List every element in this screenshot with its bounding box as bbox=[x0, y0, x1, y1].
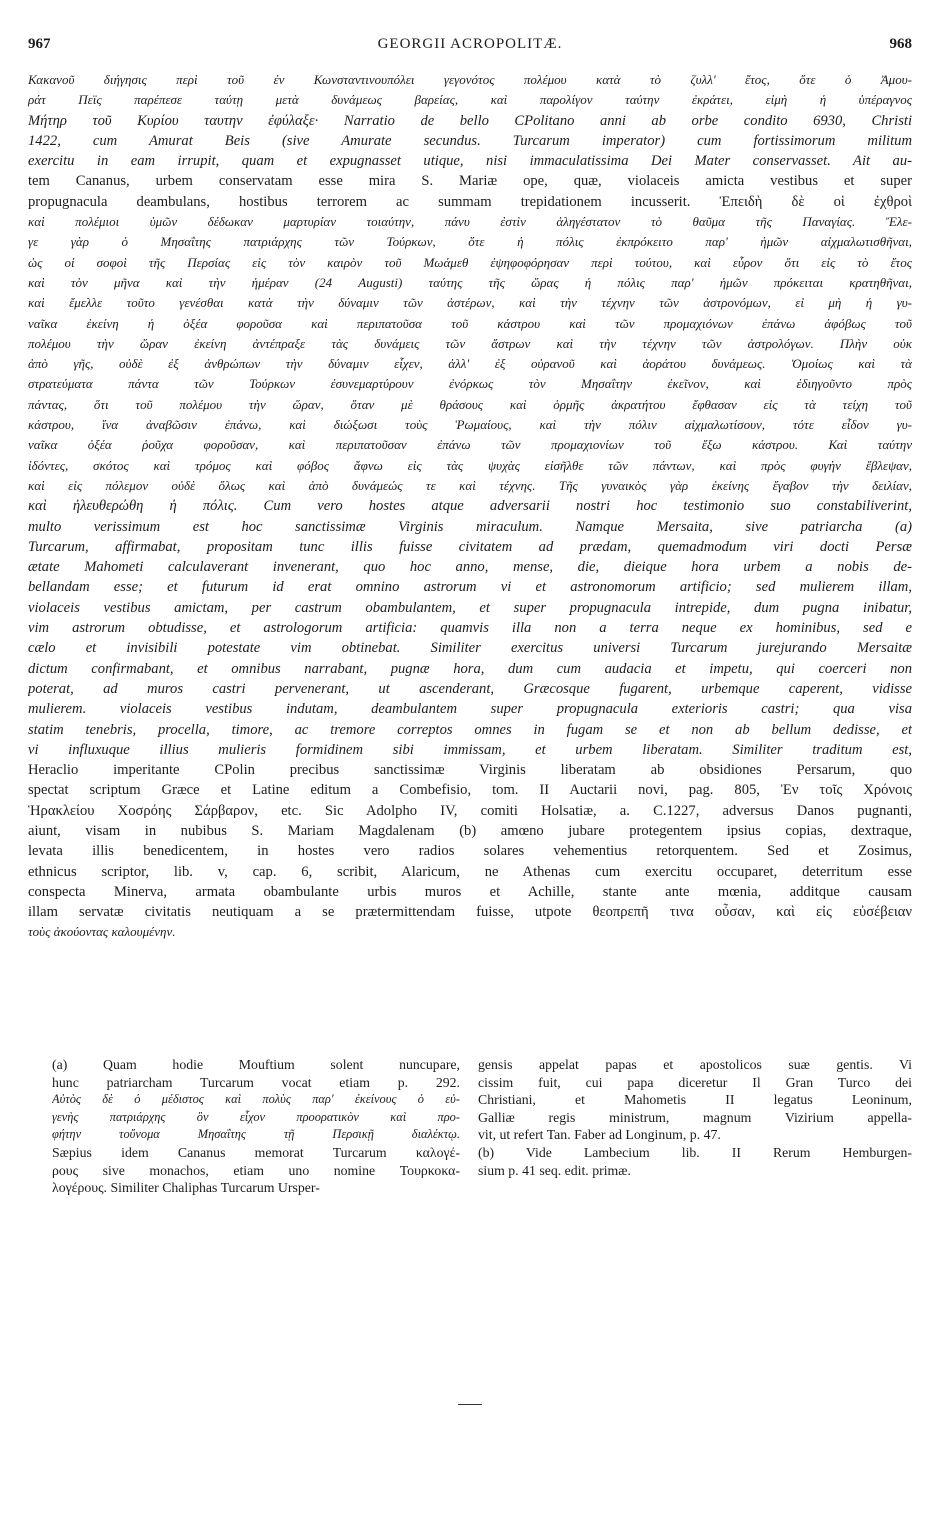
footnote-line: sium p. 41 seq. edit. primæ. bbox=[478, 1162, 631, 1178]
text-line: Turcarum, affirmabat, propositam tunc illis fuisse civitatem ad prædam, quemadmodum viri docti Persæ bbox=[28, 538, 912, 555]
text-line: ράτ Πεϊς παρέπεσε ταύτῃ μετὰ δυνάμεως βαρείας, καὶ παρολίγον ταύτην ἐκράτει, εἰμὴ ἡ ὑπέραγνος bbox=[28, 92, 912, 108]
text-line: Ἡρακλείου Χοσρόης Σάρβαρον, etc. Sic Adolpho IV, comiti Holsatiæ, a. C.1227, adversus Danos pugnanti, bbox=[28, 802, 912, 819]
text-line: στρατεύματα πάντα τῶν Τούρκων ἐσυνεμαρτύρουν ἐνόρκως τὸν Μησαΐτην ἐκεῖνον, καὶ ἐδιηγοῦντο πρὸς bbox=[28, 376, 912, 392]
footnote-line: φήτην τοὔνομα Μησαΐτης τῇ Περσικῇ διαλέκτῳ. bbox=[52, 1127, 460, 1142]
text-line: illam servatæ civitatis neutiquam a se prætermittendam fuisse, utpote θεοπρεπῆ τινα οὖσαν, καὶ εἰς εὐσέβειαν bbox=[28, 904, 912, 921]
footnote-line: Galliæ regis ministrum, magnum Vizirium appella- bbox=[478, 1109, 912, 1125]
main-text-block bbox=[28, 70, 912, 943]
running-header bbox=[28, 36, 912, 60]
footnote-line: (a) Quam hodie Mouftium solent nuncupare, bbox=[52, 1057, 460, 1072]
text-line: κάστρου, ἵνα ἀναβῶσιν ἐπάνω, καὶ διώξωσι τοὺς Ῥωμαίους, καὶ τὴν πόλιν αἰχμαλωτίσουν, τότε εἶδον γυ- bbox=[28, 417, 912, 433]
text-line: propugnacula deambulans, hostibus terrorem ac summam trepidationem incusserit. Ἐπειδὴ δὲ οἱ ἐχθροὶ bbox=[28, 193, 912, 210]
text-line: exercitu in eam irrupit, quam et expugnasset utique, nisi immaculatissima Dei Mater conservasset. Ait au- bbox=[28, 153, 912, 170]
footnotes-left-column bbox=[52, 1056, 460, 1197]
page-number-right: 968 bbox=[889, 36, 912, 52]
text-line: mulierem. violaceis vestibus indutam, deambulantem super propugnacula exterioris castri; qua visa bbox=[28, 701, 912, 718]
text-line: bellandam esse; et futurum id erat omnino astrorum vi et astronomorum artificio; sed mulierem illam, bbox=[28, 579, 912, 596]
footnote-line: gensis appelat papas et apostolicos suæ gentis. Vi bbox=[478, 1057, 912, 1072]
text-line: ναῖκα ἐκείνη ἡ ὀξέα φοροῦσα καὶ περιπατοῦσα τοῦ κάστρου καὶ τῶν προμαχιόνων ἐπάνω ἀφόβως τοῦ bbox=[28, 315, 912, 331]
text-line: vim astrorum obtudisse, et astrologorum artificia: quamvis illa non a terra neque ex hominibus, sed e bbox=[28, 620, 912, 637]
text-line: conspecta Minerva, armata obambulante urbis muros et Achille, stante ante mœnia, additque causam bbox=[28, 883, 912, 900]
text-line: vi influxuque illius mulieris formidinem sibi immissam, et urbem liberatam. Similiter traditum est, bbox=[28, 741, 912, 758]
text-line: tem Cananus, urbem conservatam esse mira S. Mariæ ope, quæ, violaceis amicta vestibus et super bbox=[28, 173, 912, 190]
page-number-left: 967 bbox=[28, 36, 51, 52]
text-line: Μήτηρ τοῦ Κυρίου ταυτην ἐφύλαξε· Narratio de bello CPolitano anni ab orbe condito 6930, Christi bbox=[28, 112, 912, 129]
text-line: τοὺς ἀκούοντας καλουμένην. bbox=[28, 924, 176, 940]
footnote-line: vit, ut refert Tan. Faber ad Longinum, p. 47. bbox=[478, 1127, 721, 1143]
text-line: cælo et invisibili potestate vim obtinebat. Similiter exercitus universi Turcarum jurejurando Mersaitæ bbox=[28, 640, 912, 657]
text-line: spectat scriptum Græce et Latine editum a Combefisio, tom. II Auctarii novi, pag. 805, Ἐν τοῖς Χρόνοις bbox=[28, 782, 912, 799]
running-title: GEORGII ACROPOLITÆ. bbox=[377, 36, 563, 52]
text-line: aiunt, visam in nubibus S. Mariam Magdalenam (b) amœno jubare protegentem ipsius copias, dextraque, bbox=[28, 822, 912, 839]
footnote-line: (b) Vide Lambecium lib. II Rerum Hemburgen- bbox=[478, 1144, 912, 1160]
text-line: καὶ εἰς πόλεμον οὐδὲ ὅλως καὶ ἀπὸ δυνάμεώς τε καὶ τέχνης. Τῆς γυναικὸς γὰρ ἐκείνης ἔγαβον τὴν δειλίαν, bbox=[28, 477, 912, 493]
text-line: poterat, ad muros castri pervenerant, ut ascenderant, Græcosque fugarent, urbemque caperent, vidisse bbox=[28, 680, 912, 697]
text-line: καὶ ἔμελλε τοῦτο γενέσθαι κατὰ τὴν δύναμιν τῶν ἀστέρων, καὶ τὴν τέχνην τῶν ἀστρονόμων, εἰ μὴ ἡ γυ- bbox=[28, 295, 912, 311]
text-line: multo verissimum est hoc sanctissimæ Virginis miraculum. Namque Mersaita, sive patriarcha (a) bbox=[28, 518, 912, 535]
text-line: καὶ τὸν μῆνα καὶ τὴν ἡμέραν (24 Augusti) ταύτης τῆς ὥρας ἡ πόλις παρ' ἡμῶν πρόκειται κρατηθῆναι, bbox=[28, 274, 912, 290]
footnote-line: cissim fuit, cui papa diceretur Il Gran Turco dei bbox=[478, 1074, 912, 1090]
text-line: ethnicus scriptor, lib. v, cap. 6, scribit, Alaricum, ne Athenas cum exercitu occuparet, deterritum esse bbox=[28, 863, 912, 880]
footnote-line: hunc patriarcham Turcarum vocat etiam p. 292. bbox=[52, 1074, 460, 1090]
footnote-line: Christiani, et Mahometis II legatus Leoninum, bbox=[478, 1092, 912, 1108]
text-line: πάντας, ὅτι τοῦ πολέμου τὴν ὥραν, ὅταν μὲ θράσους καὶ ὁρμῆς ἀκρατήτου ἔφθασαν εἰς τὰ τείχη τοῦ bbox=[28, 396, 912, 412]
text-line: ἀπὸ γῆς, οὐδὲ ἐξ ἀνθρώπων τὴν δύναμιν εἶχεν, ἀλλ' ἐξ οὐρανοῦ καὶ ἀοράτου δυνάμεως. Ὁμοίως καὶ τὰ bbox=[28, 356, 912, 372]
text-line: Κακανοῦ διήγησις περὶ τοῦ ἐν Κωνσταντινουπόλει γεγονότος πολέμου κατὰ τὸ ζυλλ' ἔτος, ὅτε ὁ Ἀμου- bbox=[28, 72, 912, 87]
text-line: γε γὰρ ὁ Μησαΐτης πατριάρχης τῶν Τούρκων, ὅτε ἡ πόλις ἐκπρόκειτο παρ' ἡμῶν αἰχμαλωτισθῆναι, bbox=[28, 234, 912, 250]
text-line: ναῖκα ὀξέα ῥοῦχα φοροῦσαν, καὶ περιπατοῦσαν ἐπάνω τῶν προμαχιονίων τοῦ ἔξω κάστρου. Καὶ ταύτην bbox=[28, 437, 912, 453]
text-line: Heraclio imperitante CPolin precibus sanctissimæ Virginis liberatam ab obsidiones Persarum, quo bbox=[28, 762, 912, 779]
text-line: violaceis vestibus amictam, per castrum obambulantem, et super propugnacula intrepide, dum pugna inibatur, bbox=[28, 599, 912, 616]
footnotes-right-column bbox=[478, 1056, 912, 1179]
footnote-line: Αὐτὸς δὲ ὁ μέδιστος καὶ πολὺς παρ' ἐκείνους ὁ εὐ- bbox=[52, 1092, 460, 1107]
text-line: καὶ ἠλευθερώθη ἡ πόλις. Cum vero hostes atque adversarii nostri hoc testimonio suo constabiliverint, bbox=[28, 498, 912, 515]
text-line: dictum confirmabant, et omnibus narrabant, pugnæ hora, dum cum audacia et impetu, qui coerceri non bbox=[28, 660, 912, 677]
footnote-line: Sæpius idem Cananus memorat Turcarum καλογέ- bbox=[52, 1144, 460, 1160]
text-line: levata illis benedicentem, in hostes vero radios solares vehementius retorquentem. Sed et Zosimus, bbox=[28, 843, 912, 860]
text-line: καὶ πολέμιοι ὑμῶν δέδωκαν μαρτυρίαν τοιαύτην, πάνυ ἐστὶν ἀληγέστατον τὸ θαῦμα τῆς Παναγίας. Ἔλε- bbox=[28, 214, 912, 230]
text-line: ἰδόντες, σκότος καὶ τρόμος καὶ φόβος ἄφνω εἰς τὰς ψυχὰς εἰσῆλθε τῶν πάντων, καὶ πρὸς φυγὴν ἔβλεψαν, bbox=[28, 457, 912, 473]
footnote-line: ρους sive monachos, etiam uno nomine Τουρκοκα- bbox=[52, 1162, 460, 1178]
text-line: πολέμου τὴν ὥραν ἐκείνη ἀντέπραξε τὰς δυνάμεις τῶν ἄστρων καὶ τὴν τέχνην τῶν ἀστρολόγων. Πλὴν οὐκ bbox=[28, 335, 912, 351]
text-line: ὡς οἱ σοφοὶ τῆς Περσίας εἰς τὸν καιρὸν τοῦ Μωάμεθ ἐψηφοφόρησαν περὶ τούτου, καὶ εὗρον ὅτι εἰς τὸ ἔτος bbox=[28, 254, 912, 270]
text-line: statim tenebris, procella, timore, ac tremore correptos omnes in fugam se et non ab bellum dedisse, et bbox=[28, 721, 912, 738]
end-rule bbox=[458, 1404, 482, 1405]
footnote-line: γενὴς πατριάρχης ὃν εἶχον προορατικὸν καὶ προ- bbox=[52, 1109, 460, 1124]
footnote-line: λογέρους. Similiter Chaliphas Turcarum Ursper- bbox=[52, 1180, 320, 1196]
text-line: 1422, cum Amurat Beis (sive Amurate secundus. Turcarum imperator) cum fortissimorum militum bbox=[28, 132, 912, 149]
text-line: ætate Mahometi calculaverant invenerant, quo hoc anno, mense, die, dieique hora urbem a nobis de- bbox=[28, 559, 912, 576]
